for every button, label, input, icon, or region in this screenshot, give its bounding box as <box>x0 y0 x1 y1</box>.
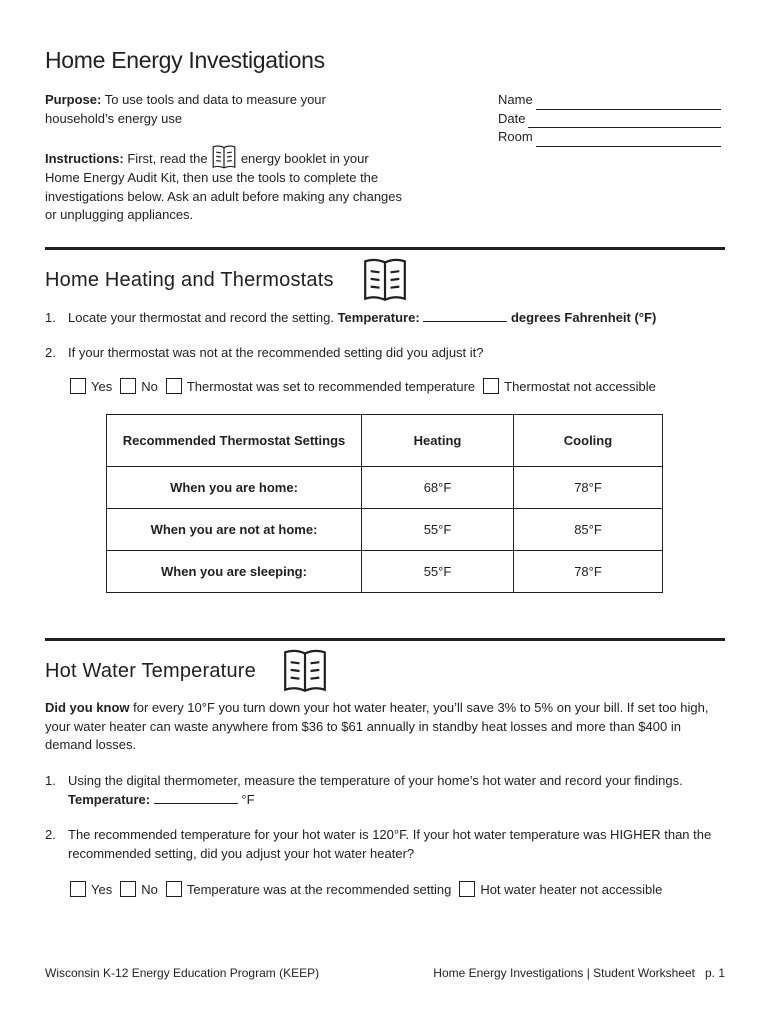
room-line[interactable] <box>536 133 721 147</box>
row-label: When you are sleeping: <box>107 551 362 593</box>
did-you-know-paragraph <box>45 699 725 755</box>
checkbox-no[interactable] <box>120 881 136 897</box>
option-label: Yes <box>91 881 113 897</box>
purpose-paragraph <box>45 91 375 128</box>
checkbox-no[interactable] <box>120 378 136 394</box>
table-row <box>107 551 663 593</box>
option-label: Temperature was at the recommended setting <box>186 881 452 897</box>
purpose-label: Purpose: <box>45 92 102 107</box>
option-label: No <box>141 378 158 394</box>
instructions-paragraph <box>45 145 405 225</box>
question-2-text: If your thermostat was not at the recommended setting did you adjust it? <box>68 345 484 360</box>
row-label: When you are home: <box>107 467 362 509</box>
option-label: Thermostat not accessible <box>504 378 656 394</box>
date-field[interactable] <box>498 110 728 129</box>
name-field[interactable] <box>498 91 728 110</box>
thermostat-settings-table <box>106 414 663 593</box>
checkbox-group-thermostat <box>70 378 664 394</box>
checkbox-group-hot-water <box>70 881 670 897</box>
checkbox-not-accessible[interactable] <box>483 378 499 394</box>
page-title: Home Energy Investigations <box>45 47 325 73</box>
name-label: Name <box>498 92 533 107</box>
section-divider <box>45 247 725 250</box>
column-header: Cooling <box>514 415 663 467</box>
option-label: Thermostat was set to recommended temperature <box>186 378 476 394</box>
name-line[interactable] <box>536 96 721 110</box>
temperature-label: Temperature: <box>337 310 420 325</box>
table-row <box>107 509 663 551</box>
room-label: Room <box>498 129 533 144</box>
heating-value: 55°F <box>362 509 514 551</box>
purpose-text: To use tools and data to measure your household’s energy use <box>45 92 326 126</box>
date-line[interactable] <box>528 114 721 128</box>
heating-value: 68°F <box>362 467 514 509</box>
did-you-know-label: Did you know <box>45 700 130 715</box>
section-divider <box>45 638 725 641</box>
checkbox-yes[interactable] <box>70 881 86 897</box>
question-text: Using the digital thermometer, measure the temperature of your home’s hot water and record your findings. <box>68 773 683 788</box>
question-text: Locate your thermostat and record the setting. <box>68 310 334 325</box>
did-you-know-text: for every 10°F you turn down your hot water heater, you’ll save 3% to 5% on your bill. If set too high, your water heater can waste anywhere from $36 to $61 annually in standby heat losses and more than $400 in demand losses. <box>45 700 709 752</box>
temperature-label: Temperature: <box>68 791 151 807</box>
cooling-value: 78°F <box>514 551 663 593</box>
option-label: No <box>141 881 158 897</box>
footer-right: Home Energy Investigations | Student Worksheet p. 1 <box>433 966 725 980</box>
question-number: 2. <box>45 345 56 360</box>
checkbox-not-accessible[interactable] <box>459 881 475 897</box>
booklet-icon <box>211 145 237 169</box>
question-1-text <box>68 309 728 328</box>
row-label: When you are not at home: <box>107 509 362 551</box>
temperature-blank[interactable] <box>423 309 507 322</box>
temperature-blank[interactable] <box>154 791 238 804</box>
student-info-fields <box>498 91 728 147</box>
column-header: Heating <box>362 415 514 467</box>
instructions-before-icon: First, read the <box>127 151 208 166</box>
booklet-icon <box>282 649 328 693</box>
hot-water-question-2-text: The recommended temperature for your hot water is 120°F. If your hot water temperature was HIGHER than the recommended setting, did you adjust your hot water heater? <box>68 827 712 861</box>
section-heading-heating: Home Heating and Thermostats <box>45 269 334 291</box>
table-header-row <box>107 415 663 467</box>
cooling-value: 78°F <box>514 467 663 509</box>
footer-left: Wisconsin K-12 Energy Education Program (KEEP) <box>45 966 320 980</box>
instructions-label: Instructions: <box>45 151 124 166</box>
question-number: 1. <box>45 773 56 788</box>
section-heading-hot-water: Hot Water Temperature <box>45 660 256 682</box>
date-label: Date <box>498 110 526 126</box>
question-1 <box>45 309 56 328</box>
cooling-value: 85°F <box>514 509 663 551</box>
temperature-unit: degrees Fahrenheit (°F) <box>510 310 657 325</box>
question-number: 1. <box>45 310 56 325</box>
checkbox-set-recommended[interactable] <box>166 378 182 394</box>
instructions-after-icon: energy booklet in your Home Energy Audit Kit, then use the tools to complete the investigations below. Ask an adult before making any changes or unplugging appliances. <box>45 151 403 222</box>
room-field[interactable] <box>498 128 728 147</box>
checkbox-at-recommended[interactable] <box>166 881 182 897</box>
booklet-icon <box>362 258 408 302</box>
column-header: Recommended Thermostat Settings <box>107 415 362 467</box>
heating-value: 55°F <box>362 551 514 593</box>
option-label: Yes <box>91 378 113 394</box>
question-number: 2. <box>45 827 56 842</box>
option-label: Hot water heater not accessible <box>480 881 663 897</box>
table-row <box>107 467 663 509</box>
hot-water-question-1-text <box>68 772 708 809</box>
temperature-unit: °F <box>241 791 255 807</box>
checkbox-yes[interactable] <box>70 378 86 394</box>
